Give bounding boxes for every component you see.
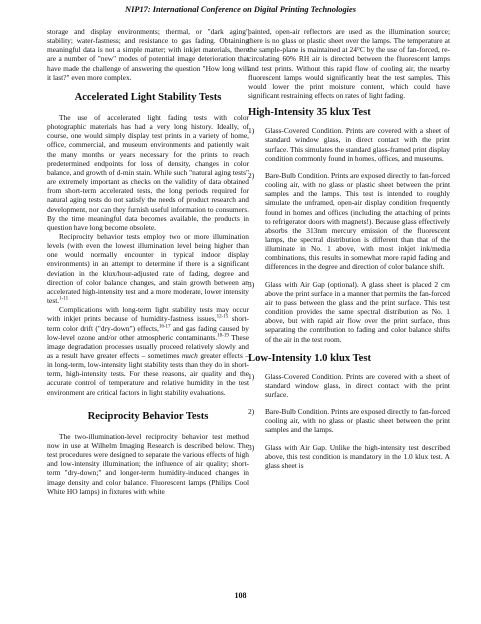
paragraph-3-text-a: Complications with long-term light stability tests may occur with inkjet prints because of humidity-fastness issues, <box>47 305 249 324</box>
list-item <box>248 280 450 344</box>
list-item-text: Glass with Air Gap (optional). A glass sheet is placed 2 cm above the print surface in a manner that permits the fan-forced air to pass between the glass and the print surface. This test condition provides the same spectral distribution as No. 1 above, but with rapid air flow over the print surface, thus separating the contribution to fading and color balance shifts of the air in the test room. <box>265 279 450 344</box>
running-head: NIP17: International Conference on Digital Printing Technologies <box>125 5 356 14</box>
continued-paragraph: painted, open-air reflectors are used as the illumination source; there is no glass or plastic sheet over the lamps. The temperature at the sample-plane is maintained at 24°C by the use of fan-forced, re-circulating 60% RH air is directed between the fluorescent lamps and test prints. Without this rapid flow of cooling air, the nearby fluorescent lamps would significantly heat the test samples. This would lower the print moisture content, which could have significant restraining effects on rates of light fading. <box>248 27 450 101</box>
list-item-text: Glass-Covered Condition. Prints are covered with a sheet of standard window glass, in direct contact with the print surface. This simulates the standard glass-framed print display condition commonly found in homes, offices, and museums. <box>265 126 450 163</box>
list-item-number: 2) <box>248 170 255 180</box>
list-item-text: Glass with Air Gap. Unlike the high-intensity test described above, this test condition is mandatory in the 1.0 klux test. A glass sheet is <box>265 442 450 470</box>
citation-ref: 1-11 <box>59 296 69 302</box>
page-number: 108 <box>234 591 247 600</box>
body-paragraph-1: The use of accelerated light fading tests with color photographic materials has had a very long history. Ideally, of course, one would simply display test prints in a variety of home, office, commercial, and museum environments and patiently wait the many months or years necessary for the prints to reach predetermined endpoints for loss of density, changes in color balance, and growth of d-min stain. While such "natural aging tests" are extremely important as checks on the validity of data obtained from short-term accelerated tests, the long periods required for natural aging tests do not satisfy the needs of product research and development, nor can they furnish useful information to consumers. By the time meaningful data becomes available, the products in question have long become obsolete. <box>47 112 249 232</box>
high-intensity-list <box>248 126 450 343</box>
left-column <box>47 27 249 496</box>
list-item <box>248 171 450 272</box>
paragraph-2-text: Reciprocity behavior tests employ two or more illumination levels (with even the lowest illumination level being higher than one would normally encounter in typical indoor display environments) in an attempt to determine if there is a significant deviation in the klux/hour-adjusted rate of fading, degree and direction of color balance changes, and stain growth between an accelerated high-intensity test and a more moderate, lower intensity test. <box>47 231 249 306</box>
emphasis-much: much <box>181 351 198 360</box>
list-item-text: Bare-Bulb Condition. Prints are exposed directly to fan-forced cooling air, with no glass or plastic sheet between the print samples and the lamps. <box>265 407 450 435</box>
right-column <box>248 27 450 478</box>
list-item-text: Glass-Covered Condition. Prints are covered with a sheet of standard window glass, in direct contact with the print surface. <box>265 371 450 399</box>
list-item-text: Bare-Bulb Condition. Prints are exposed directly to fan-forced cooling air, with no glass or plastic sheet between the print samples and the lamps. This test is intended to roughly simulate the unframed, open-air display condition frequently found in homes and offices (including the attaching of prints to refrigerator doors with magnets!). Because glass effectively absorbs the 313nm mercury emission of the fluorescent lamps, the spectral distribution is different than that of the illuminate in No. 1 above, with most inkjet ink/media combinations, this results in somewhat more rapid fading and differences in the degree and direction of color balance shift. <box>265 170 450 272</box>
paragraph-3-text-b: short-term color drift ("dry-down") effects, <box>47 314 250 333</box>
paragraph-3-text-c: and gas fading caused by low-level ozone and/or other atmospheric contaminants. <box>47 323 249 342</box>
list-item <box>248 443 450 470</box>
list-item-number: 3) <box>248 279 255 289</box>
citation-ref: 12-15 <box>216 314 229 320</box>
citation-ref: 16-17 <box>158 324 171 330</box>
intro-paragraph: storage and display environments; thermal, or "dark aging" stability; water-fastness; and resistance to gas fading. Obtaining meaningful data is not a simple matter; with inkjet materials, there are a number of "new" modes of potential image deterioration that have made the challenge of answering the question "How long will it last?" even more complex. <box>47 27 249 82</box>
body-paragraph-2 <box>47 232 249 305</box>
list-item-number: 2) <box>248 407 255 417</box>
low-intensity-list <box>248 372 450 470</box>
body-paragraph-3 <box>47 305 249 397</box>
list-item-number: 3) <box>248 442 255 452</box>
list-item <box>248 126 450 163</box>
list-item-number: 1) <box>248 126 255 136</box>
list-item-number: 1) <box>248 371 255 381</box>
section-heading-high-intensity: High-Intensity 35 klux Test <box>248 107 371 119</box>
section-heading-accelerated: Accelerated Light Stability Tests <box>74 91 222 103</box>
body-paragraph-4: The two-illumination-level reciprocity behavior test method now in use at Wilhelm Imaging Research is described below. The test procedures were designed to separate the various effects of high and low-intensity illumination; the influence of air quality; short-term "dry-down;" and longer-term humidity-induced changes in image density and color balance. Fluorescent lamps (Philips Cool White HO lamps) in fixtures with white <box>47 431 249 496</box>
list-item <box>248 407 450 434</box>
paragraph-3-text-d: These image degradation processes usually proceed relatively slowly and as a result have greater effects – sometimes <box>47 332 249 360</box>
section-heading-low-intensity: Low-Intensity 1.0 klux Test <box>248 352 372 364</box>
paragraph-3-text-e: greater effects – in long-term, low-intensity light stability tests than they do in short-term, high-intensity tests. For these reasons, air quality and the accurate control of temperature and relative humidity in the test environment are critical factors in light stability evaluations. <box>47 351 249 397</box>
citation-ref: 18-19 <box>217 333 229 339</box>
list-item <box>248 372 450 399</box>
section-heading-reciprocity: Reciprocity Behavior Tests <box>87 410 209 422</box>
